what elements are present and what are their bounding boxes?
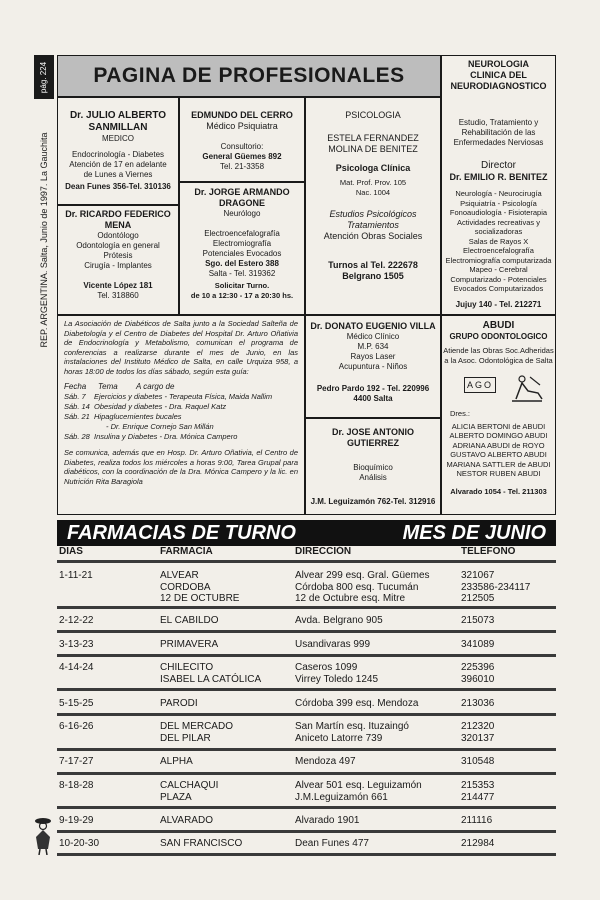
farmacia-address: San Martín esq. Ituzaingó: [295, 721, 409, 732]
assoc-schedule-row: [64, 412, 298, 422]
cell-direccion: [295, 662, 378, 685]
dragone-detail: Electroencefalografía: [204, 229, 280, 238]
cell-farmacia: [160, 698, 198, 710]
neuro-title-line: CLINICA DEL: [470, 70, 527, 80]
farmacias-month: MES DE JUNIO: [402, 522, 546, 544]
farmacia-address: Córdoba 399 esq. Mendoza: [295, 698, 419, 709]
cell-farmacia: [160, 815, 213, 827]
farmacia-name: CORDOBA: [160, 581, 211, 593]
cell-days: 3-13-23: [59, 639, 94, 650]
spine-text: REP. ARGENTINA. Salta, Junio de 1997. La Gauchita: [39, 132, 49, 348]
sanmillan-ad: [57, 97, 179, 205]
cell-telefono: [461, 756, 494, 768]
dragone-detail: Electromiografía: [212, 239, 272, 248]
dragone-schedule: [180, 281, 304, 300]
column-header-telefono: TELEFONO: [461, 546, 516, 557]
farmacia-phone: 212984: [461, 838, 495, 849]
row-separator: [57, 853, 556, 856]
table-row: [57, 815, 556, 827]
table-row: [57, 780, 556, 804]
table-row: [57, 756, 556, 768]
mena-ad: [57, 205, 179, 315]
villa-role: Médico Clínico: [346, 332, 400, 341]
cell-direccion: [295, 615, 383, 627]
row-separator: [57, 606, 556, 609]
abudi-doctor: NESTOR RUBEN ABUDI: [456, 469, 541, 478]
cell-farmacia: [160, 615, 219, 627]
villa-detail: M.P. 634: [357, 342, 389, 351]
farmacia-address: Usandivaras 999: [295, 639, 371, 650]
cell-telefono: [461, 838, 494, 850]
villa-address: [306, 384, 440, 404]
abudi-note-line: Atiende las Obras Soc.Adheridas: [443, 346, 554, 355]
page-spine: [34, 55, 54, 845]
mena-detail: Prótesis: [103, 251, 133, 260]
psico-turnos-line: Turnos al Tel. 222678: [328, 260, 418, 270]
farmacia-phone: 211116: [461, 815, 493, 826]
cell-farmacia: [160, 570, 239, 605]
psico-turnos-line: Belgrano 1505: [342, 271, 404, 281]
dragone-ad: [179, 182, 305, 315]
cell-telefono: [461, 662, 494, 685]
column-header-dias: DIAS: [59, 546, 83, 557]
gutierrez-ad: [305, 418, 441, 515]
dragone-schedule-line: Solicitar Turno.: [214, 281, 270, 290]
psico-name-line: MOLINA DE BENITEZ: [328, 144, 418, 154]
abudi-logo-row: [442, 371, 555, 405]
farmacia-phone: 310548: [461, 756, 495, 767]
farmacia-address: Dean Funes 477: [295, 838, 369, 849]
neuro-service: Psiquiatría - Psicología: [460, 198, 537, 208]
farmacia-address: 12 de Octubre esq. Mitre: [295, 593, 406, 604]
dragone-role: Neurólogo: [223, 209, 261, 218]
page-title-text: PAGINA DE PROFESIONALES: [93, 64, 405, 87]
assoc-header: Fecha: [64, 382, 87, 391]
cell-telefono: [461, 570, 530, 605]
cell-farmacia: [160, 662, 261, 685]
cell-days: 2-12-22: [59, 615, 94, 626]
villa-detail: Rayos Laser: [350, 352, 396, 361]
abudi-doctor: ADRIANA ABUDI de ROYO: [452, 440, 545, 450]
neuro-services: [442, 189, 555, 294]
assoc-schedule: [64, 392, 298, 442]
cell-direccion: [295, 698, 418, 710]
psico-mat-line: Nac. 1004: [355, 187, 391, 197]
row-separator: [57, 713, 556, 716]
gutierrez-address: J.M. Leguizamón 762-Tel. 312916: [310, 497, 436, 506]
villa-ad: [305, 315, 441, 418]
cell-days: 4-14-24: [59, 662, 94, 673]
cell-direccion: [295, 780, 422, 803]
villa-name: Dr. DONATO EUGENIO VILLA: [310, 321, 436, 331]
farmacia-name: 12 DE OCTUBRE: [160, 593, 240, 604]
mena-name-line: Dr. RICARDO FEDERICO: [65, 209, 171, 219]
neuro-service: Mapeo - Cerebral: [469, 265, 528, 274]
neuro-subtitle: [442, 118, 555, 148]
assoc-date: Sáb. 7: [64, 392, 86, 401]
assoc-schedule-row: [64, 422, 298, 432]
neuro-service: Actividades recreativas y: [457, 217, 540, 227]
gutierrez-name-line: Dr. JOSE ANTONIO: [331, 427, 415, 437]
assoc-schedule-row: [64, 392, 298, 402]
mena-address-line: Tel. 318860: [97, 291, 139, 300]
cell-direccion: [295, 838, 369, 850]
farmacia-address: J.M.Leguizamón 661: [295, 791, 388, 803]
assoc-schedule-row: [64, 402, 298, 412]
mena-name-line: MENA: [104, 220, 132, 230]
dragone-details: [180, 229, 304, 259]
column-header-direccion: DIRECCIÓN: [295, 546, 352, 557]
neuro-service: Electromiografía computarizada: [445, 255, 552, 265]
assoc-date: Sáb. 14: [64, 402, 90, 411]
psico-mat-line: Mat. Prof. Prov. 105: [339, 178, 407, 187]
neuro-service: Neurología - Neurocirugía: [455, 189, 542, 198]
row-separator: [57, 630, 556, 633]
farmacia-name: SAN FRANCISCO: [160, 838, 243, 849]
cell-direccion: [295, 756, 356, 768]
row-separator: [57, 688, 556, 691]
farmacia-address: Córdoba 800 esq. Tucumán: [295, 581, 419, 593]
row-separator: [57, 560, 556, 563]
cell-telefono: [461, 815, 492, 827]
table-row: [57, 698, 556, 710]
neuro-subtitle-line: Enfermedades Nerviosas: [453, 138, 544, 147]
page-number-box: [34, 55, 54, 99]
farmacia-name: ISABEL LA CATÓLICA: [160, 673, 262, 685]
abudi-doctor: MARIANA SATTLER de ABUDI: [446, 459, 551, 469]
neuro-title: [442, 59, 555, 92]
cell-days: 10-20-30: [59, 838, 100, 849]
dragone-name-line: Dr. JORGE ARMANDO: [194, 187, 290, 197]
abudi-ad: [441, 315, 556, 515]
farmacia-phone: 212505: [461, 593, 495, 604]
assoc-outro: Se comunica, además que en Hosp. Dr. Arturo Oñativia, el Centro de Diabetes, realiza todos los miércoles a horas 9:00, Tarea Grupal para diabéticos, con la coordinación de la Dra. Mónica Campero y la lic. en Nutrición Rita Baragiola: [64, 448, 298, 486]
row-separator: [57, 806, 556, 809]
villa-address-line: Pedro Pardo 192 - Tel. 220996: [316, 384, 430, 393]
dental-chair-icon: [508, 371, 546, 405]
farmacia-address: Alvear 501 esq. Leguizamón: [295, 780, 422, 791]
neuro-service: Salas de Rayos X: [468, 236, 529, 246]
farmacia-phone: 233586-234117: [461, 581, 531, 593]
cell-farmacia: [160, 838, 242, 850]
row-separator: [57, 748, 556, 751]
farmacia-address: Alvear 299 esq. Gral. Güemes: [295, 570, 430, 581]
dragone-schedule-line: de 10 a 12:30 - 17 a 20:30 hs.: [190, 290, 294, 300]
farmacia-name: ALVEAR: [160, 570, 199, 581]
cell-days: 7-17-27: [59, 756, 94, 767]
assoc-topic: Obesidad y diabetes - Dra. Raquel Katz: [94, 402, 227, 411]
cell-telefono: [461, 721, 494, 744]
dragone-name: [180, 187, 304, 209]
abudi-title: ABUDI: [482, 320, 515, 331]
psicologia-ad: [305, 97, 441, 315]
farmacia-phone: 213036: [461, 698, 495, 709]
dragone-address-line: Sgo. del Estero 388: [205, 259, 279, 268]
dragone-name-line: DRAGONE: [218, 198, 265, 208]
table-row: [57, 570, 556, 606]
row-separator: [57, 830, 556, 833]
mena-detail: Odontología en general: [76, 241, 160, 250]
gutierrez-name: [306, 427, 440, 449]
farmacia-name: EL CABILDO: [160, 615, 219, 626]
farmacia-name: CALCHAQUI: [160, 780, 219, 791]
sanmillan-detail: Atención de 17 en adelante: [69, 160, 167, 169]
assoc-topic: - Dr. Enrique Cornejo San Millán: [106, 422, 214, 431]
psico-study-line: Tratamientos: [347, 220, 399, 230]
abudi-dres-label: Dres.:: [450, 409, 471, 418]
farmacia-name: ALVARADO: [160, 815, 213, 826]
cell-farmacia: [160, 780, 218, 803]
neuro-subtitle-line: Rehabilitación de las: [461, 128, 536, 137]
dragone-address-line: Salta - Tel. 319362: [208, 269, 276, 278]
farmacia-name: PARODI: [160, 698, 198, 709]
cell-telefono: [461, 615, 494, 627]
sanmillan-name-line: Dr. JULIO ALBERTO: [69, 110, 167, 121]
sanmillan-name-line: SANMILLAN: [88, 122, 148, 133]
cell-days: 5-15-25: [59, 698, 94, 709]
farmacia-phone: 215073: [461, 615, 495, 626]
assoc-topic: Hipaglucemientes bucales: [94, 412, 182, 421]
neuro-service: Evocados Computarizados: [453, 284, 544, 293]
neurologia-ad: [441, 55, 556, 315]
gutierrez-name-line: GUTIERREZ: [346, 438, 399, 448]
cell-direccion: [295, 639, 370, 651]
neuro-director-label: Director: [480, 160, 516, 171]
cell-days: 6-16-26: [59, 721, 94, 732]
cell-direccion: [295, 815, 360, 827]
psico-obras: Atención Obras Sociales: [323, 231, 423, 241]
delcerro-address: General Güemes 892: [202, 152, 282, 161]
sanmillan-detail: de Lunes a Viernes: [83, 170, 153, 179]
neuro-service: Fonoaudiología - Fisioterapia: [449, 208, 548, 217]
farmacia-phone: 214477: [461, 791, 495, 803]
mena-details: [58, 241, 178, 271]
farmacia-address: Caseros 1099: [295, 662, 358, 673]
cell-telefono: [461, 639, 494, 651]
assoc-topic: Insulina y Diabetes - Dra. Mónica Campero: [94, 432, 238, 441]
psico-studies: [306, 209, 440, 231]
cell-farmacia: [160, 639, 218, 651]
mena-address-line: Vicente López 181: [83, 281, 153, 290]
neuro-service: Electroencefalografía: [463, 246, 534, 255]
assoc-intro: La Asociación de Diabéticos de Salta junto a la Sociedad Salteña de Diabetología y el Centro de Diabetes del Hospital Dr. Arturo Oñativia de Endocrinología y Metabolismo, comunican el programa de conferencias a realizarse durante el mes de Junio, en las instalaciones del Instituto Médico de Salta, en calle Urquiza 958, a horas 18:00 de todos los días sábado, según esta guía:: [64, 319, 298, 376]
farmacia-name: DEL PILAR: [160, 732, 211, 744]
farmacia-address: Aniceto Latorre 739: [295, 732, 383, 744]
page-number: pág. 224: [39, 61, 49, 93]
abudi-note-line: a la Asoc. Odontológica de Salta: [444, 355, 553, 365]
ago-logo: AGO: [464, 377, 496, 393]
neuro-address: Jujuy 140 - Tel. 212271: [455, 299, 542, 309]
cell-farmacia: [160, 721, 233, 744]
row-separator: [57, 772, 556, 775]
delcerro-role: Médico Psiquiatra: [206, 121, 278, 131]
dragone-detail: Potenciales Evocados: [202, 249, 282, 258]
abudi-doctor: ALICIA BERTONI de ABUDI: [451, 421, 546, 431]
psico-title: PSICOLOGIA: [345, 110, 401, 120]
psico-name-line: ESTELA FERNANDEZ: [327, 133, 419, 143]
column-header-farmacia: FARMACIA: [160, 546, 213, 557]
mena-name: [58, 209, 178, 231]
cell-farmacia: [160, 756, 193, 768]
abudi-subtitle: GRUPO ODONTOLOGICO: [449, 332, 548, 341]
cell-telefono: [461, 698, 494, 710]
mena-detail: Cirugía - Implantes: [84, 261, 152, 270]
assoc-date: Sáb. 28: [64, 432, 90, 441]
cell-days: 9-19-29: [59, 815, 94, 826]
farmacias-banner: [57, 520, 556, 546]
abudi-address: Alvarado 1054 - Tel. 211303: [450, 486, 547, 496]
neuro-service: Computarizado - Potenciales: [450, 274, 547, 284]
psico-study-line: Estudios Psicológicos: [329, 209, 417, 219]
delcerro-phone: Tel. 21-3358: [219, 162, 265, 171]
farmacia-address: Mendoza 497: [295, 756, 356, 767]
assoc-topic: Ejercicios y diabetes - Terapeuta Física, Maida Nallim: [94, 392, 273, 401]
abudi-doctor: ALBERTO DOMINGO ABUDI: [449, 431, 548, 440]
table-row: [57, 838, 556, 850]
farmacia-name: PRIMAVERA: [160, 639, 219, 650]
cell-days: 1-11-21: [59, 570, 93, 581]
mena-address: [58, 281, 178, 301]
villa-address-line: 4400 Salta: [353, 394, 393, 403]
neuro-director: Dr. EMILIO R. BENITEZ: [449, 172, 548, 182]
cell-direccion: [295, 570, 430, 605]
cell-telefono: [461, 780, 494, 803]
psico-turnos: [306, 260, 440, 282]
farmacia-name: CHILECITO: [160, 662, 214, 673]
farmacia-name: ALPHA: [160, 756, 193, 767]
page-title: [57, 55, 441, 97]
villa-details: [306, 342, 440, 372]
farmacia-address: Alvarado 1901: [295, 815, 360, 826]
table-row: [57, 639, 556, 651]
farmacia-name: PLAZA: [160, 791, 192, 803]
farmacia-name: DEL MERCADO: [160, 721, 233, 732]
sanmillan-address: Dean Funes 356-Tel. 310136: [65, 182, 171, 191]
neuro-title-line: NEURODIAGNOSTICO: [450, 81, 547, 91]
gaucho-figure-icon: [32, 815, 54, 855]
neuro-title-line: NEUROLOGIA: [467, 59, 529, 69]
farmacia-phone: 320137: [461, 732, 495, 744]
farmacia-phone: 341089: [461, 639, 495, 650]
cell-days: 8-18-28: [59, 780, 94, 791]
sanmillan-role: MEDICO: [102, 134, 134, 143]
delcerro-ad: [179, 97, 305, 182]
cell-direccion: [295, 721, 409, 744]
psico-mat: [306, 178, 440, 197]
assoc-header: A cargo de: [136, 382, 175, 391]
farmacia-address: Avda. Belgrano 905: [295, 615, 383, 626]
farmacia-phone: 321067: [461, 570, 495, 581]
farmacia-address: Virrey Toledo 1245: [295, 673, 379, 685]
gutierrez-details: Análisis: [359, 473, 387, 482]
farmacia-phone: 396010: [461, 673, 495, 685]
abudi-doctor: GUSTAVO ALBERTO ABUDI: [450, 450, 547, 459]
delcerro-name: EDMUNDO DEL CERRO: [191, 110, 293, 120]
assoc-header: Tema: [98, 382, 118, 391]
sanmillan-details: [58, 150, 178, 180]
row-separator: [57, 654, 556, 657]
spine-text-wrap: [34, 105, 54, 375]
delcerro-office-label: Consultorio:: [220, 142, 264, 151]
gutierrez-role: Bioquímico: [353, 463, 393, 472]
asociacion-notice: [57, 315, 305, 515]
assoc-date: Sáb. 21: [64, 412, 90, 421]
sanmillan-detail: Endocrinología - Diabetes: [71, 150, 165, 159]
neuro-subtitle-line: Estudio, Tratamiento y: [458, 118, 539, 127]
farmacia-phone: 225396: [461, 662, 495, 673]
farmacia-phone: 212320: [461, 721, 495, 732]
table-row: [57, 721, 556, 745]
table-row: [57, 662, 556, 686]
villa-detail: Acupuntura - Niños: [338, 362, 408, 371]
psico-role: Psicologa Clínica: [335, 163, 411, 173]
dragone-address: [180, 259, 304, 279]
abudi-doctors: [442, 422, 555, 479]
table-row: [57, 615, 556, 627]
psico-name: [306, 133, 440, 155]
neuro-service: socializadoras: [474, 227, 523, 236]
assoc-headers: [64, 382, 298, 392]
sanmillan-name: [58, 110, 178, 134]
mena-role: Odontólogo: [97, 231, 139, 240]
farmacia-phone: 215353: [461, 780, 495, 791]
assoc-schedule-row: [64, 432, 298, 442]
abudi-note: [442, 346, 555, 365]
farmacias-title: FARMACIAS DE TURNO: [67, 522, 296, 544]
